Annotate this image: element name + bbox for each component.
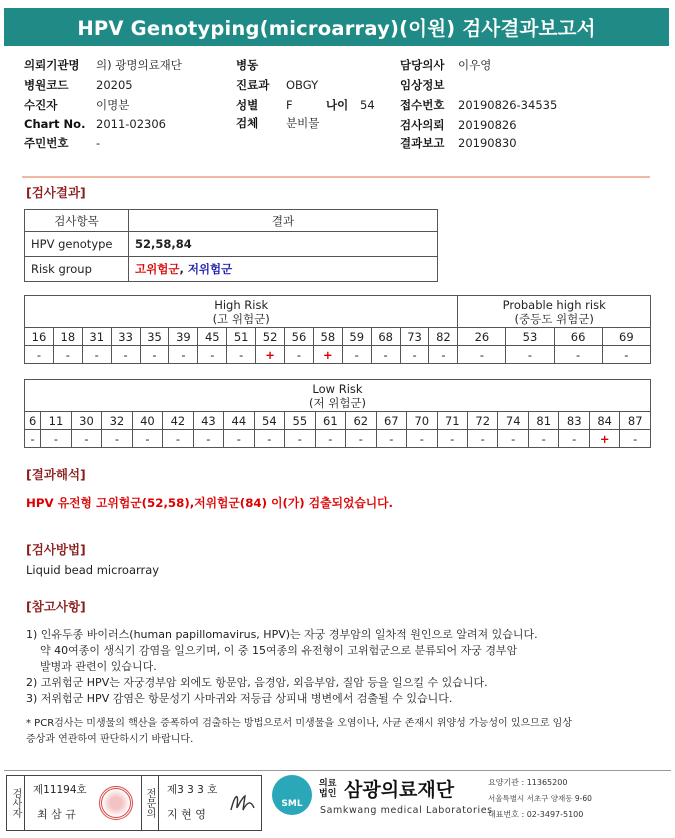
- header-item: 검사항목: [25, 210, 129, 232]
- info-patient: [24, 97, 129, 113]
- hcode-value: 20205: [96, 78, 133, 92]
- info-dept: [236, 77, 318, 93]
- genotype-result-cell: -: [285, 346, 314, 364]
- info-chart: [24, 117, 166, 131]
- info-hospital: [24, 57, 182, 73]
- age-label: 나이: [326, 98, 349, 112]
- genotype-result-cell: -: [559, 430, 589, 448]
- genotype-cell: 44: [224, 412, 254, 430]
- specialist-label: 전문의: [141, 776, 159, 830]
- org-prefix-top: 의료: [319, 779, 337, 789]
- reference-line-1c: 발병과 관련이 있습니다.: [40, 660, 157, 673]
- row-item-risk: Risk group: [25, 257, 129, 282]
- section-divider: [22, 176, 650, 178]
- genotype-cell: 51: [227, 328, 256, 346]
- info-hcode: [24, 77, 133, 93]
- genotype-result-cell: -: [554, 346, 602, 364]
- genotype-result-cell: -: [132, 430, 162, 448]
- row-result-risk: [129, 257, 438, 282]
- dept-label: 진료과: [236, 78, 270, 92]
- genotype-result-cell: -: [163, 430, 193, 448]
- genotype-result-cell: -: [315, 430, 345, 448]
- genotype-result-cell: -: [602, 346, 650, 364]
- low-risk-subtitle: (저 위험군): [308, 395, 367, 410]
- low-risk-title: Low Risk: [312, 381, 363, 396]
- probable-risk-header: [458, 296, 651, 328]
- genotype-result-cell: -: [437, 430, 467, 448]
- method-text: Liquid bead microarray: [26, 563, 160, 577]
- genotype-result-cell: -: [468, 430, 498, 448]
- genotype-result-cell: -: [342, 346, 371, 364]
- info-age: [326, 97, 375, 113]
- specimen-label: 검체: [236, 116, 259, 130]
- genotype-cell: 30: [71, 412, 101, 430]
- risk-header-row: [25, 380, 651, 412]
- high-risk-results-row: [25, 346, 651, 364]
- specialist-name: 지 현 영: [167, 808, 206, 821]
- info-sex: [236, 97, 293, 113]
- signature-icon: [227, 788, 257, 816]
- genotype-cell: 61: [315, 412, 345, 430]
- genotype-result-cell: -: [82, 346, 111, 364]
- report-label: 결과보고: [400, 136, 445, 150]
- genotype-cell: 69: [602, 328, 650, 346]
- genotype-result-cell: -: [506, 346, 554, 364]
- genotype-cell: 54: [254, 412, 284, 430]
- genotype-result-cell: +: [589, 430, 619, 448]
- specimen-value: 분비물: [286, 116, 320, 130]
- genotype-cell: 39: [169, 328, 198, 346]
- high-risk-types-row: [25, 328, 651, 346]
- genotype-result-cell: -: [53, 346, 82, 364]
- genotype-cell: 71: [437, 412, 467, 430]
- genotype-result-cell: -: [71, 430, 101, 448]
- genotype-result-cell: -: [528, 430, 558, 448]
- genotype-result-cell: -: [227, 346, 256, 364]
- high-risk-header: [25, 296, 458, 328]
- risk-header-row: [25, 296, 651, 328]
- report-value: 20190830: [458, 136, 517, 150]
- reference-note-1: * PCR검사는 미생물의 핵산을 증폭하여 검출하는 방법으로서 미생물을 오염이나, 사균 존재시 위양성 가능성이 있으므로 임상: [26, 718, 572, 729]
- genotype-cell: 62: [346, 412, 376, 430]
- genotype-cell: 42: [163, 412, 193, 430]
- genotype-result-cell: -: [458, 346, 506, 364]
- genotype-cell: 67: [376, 412, 406, 430]
- info-specimen: [236, 115, 319, 131]
- genotype-result-cell: -: [140, 346, 169, 364]
- genotype-result-cell: -: [41, 430, 71, 448]
- results-table: [24, 209, 438, 282]
- info-accession: [400, 97, 557, 113]
- genotype-cell: 68: [371, 328, 400, 346]
- genotype-cell: 32: [102, 412, 132, 430]
- genotype-result-cell: -: [371, 346, 400, 364]
- genotype-cell: 53: [506, 328, 554, 346]
- low-risk-types-row: [25, 412, 651, 430]
- genotype-result-cell: -: [25, 430, 41, 448]
- genotype-cell: 33: [111, 328, 140, 346]
- genotype-result-cell: -: [111, 346, 140, 364]
- genotype-result-cell: -: [198, 346, 227, 364]
- low-risk-genotype-table: [24, 379, 651, 448]
- genotype-result-cell: -: [285, 430, 315, 448]
- genotype-cell: 40: [132, 412, 162, 430]
- info-clinical: [400, 77, 444, 93]
- genotype-cell: 84: [589, 412, 619, 430]
- chart-label: Chart No.: [24, 117, 86, 131]
- genotype-result-cell: +: [256, 346, 285, 364]
- genotype-result-cell: -: [169, 346, 198, 364]
- high-risk-genotype-table: [24, 295, 651, 364]
- doctor-value: 이우영: [458, 58, 492, 72]
- genotype-cell: 87: [620, 412, 651, 430]
- low-risk-results-row: [25, 430, 651, 448]
- genotype-cell: 18: [53, 328, 82, 346]
- risk-low: 저위험군: [187, 262, 233, 276]
- genotype-result-cell: -: [25, 346, 54, 364]
- genotype-cell: 81: [528, 412, 558, 430]
- genotype-cell: 52: [256, 328, 285, 346]
- probable-risk-subtitle: (중등도 위험군): [514, 311, 594, 326]
- high-risk-title: High Risk: [214, 297, 269, 312]
- genotype-result-cell: -: [498, 430, 528, 448]
- address: 서울특별시 서초구 양재동 9-60: [488, 794, 592, 803]
- request-label: 검사의뢰: [400, 118, 445, 132]
- sex-label: 성별: [236, 98, 259, 112]
- genotype-result-cell: +: [313, 346, 342, 364]
- examiner-label: 검사자: [7, 776, 25, 830]
- org-name: 삼광의료재단: [344, 779, 455, 801]
- genotype-cell: 26: [458, 328, 506, 346]
- genotype-result-cell: -: [376, 430, 406, 448]
- report-title: HPV Genotyping(microarray)(이원) 검사결과보고서: [4, 8, 669, 46]
- hospital-label: 의뢰기관명: [24, 58, 80, 72]
- genotype-cell: 6: [25, 412, 41, 430]
- genotype-result-cell: -: [193, 430, 223, 448]
- genotype-cell: 82: [429, 328, 458, 346]
- chart-value: 2011-02306: [96, 117, 166, 131]
- reference-line-1: 1) 인유두종 바이러스(human papillomavirus, HPV)는 자궁 경부암의 일차적 원인으로 알려져 있습니다.: [26, 628, 538, 641]
- examiner-box: [6, 775, 262, 831]
- info-ward: [236, 57, 258, 73]
- risk-high: 고위험군: [135, 262, 180, 276]
- reference-note-2: 증상과 연관하여 판단하시기 바랍니다.: [26, 734, 194, 745]
- dept-value: OBGY: [286, 78, 319, 92]
- method-section-title: [검사방법]: [26, 542, 86, 557]
- info-request: [400, 117, 517, 133]
- info-doctor: [400, 57, 491, 73]
- genotype-cell: 74: [498, 412, 528, 430]
- doctor-label: 담당의사: [400, 58, 445, 72]
- hcode-label: 병원코드: [24, 78, 69, 92]
- phone: 대표번호 : 02-3497-5100: [488, 810, 584, 819]
- genotype-result-cell: -: [429, 346, 458, 364]
- genotype-cell: 73: [400, 328, 429, 346]
- low-risk-header: [25, 380, 651, 412]
- reference-line-2: 2) 고위험군 HPV는 자궁경부암 외에도 항문암, 음경암, 외음부암, 질암 등을 일으킬 수 있습니다.: [26, 676, 488, 689]
- accession-value: 20190826-34535: [458, 98, 558, 112]
- info-ssn: [24, 135, 100, 151]
- risk-separator: ,: [179, 262, 188, 276]
- info-report: [400, 135, 517, 151]
- genotype-cell: 58: [313, 328, 342, 346]
- org-english: Samkwang medical Laboratories: [320, 805, 493, 816]
- results-section-title: [검사결과]: [26, 185, 86, 200]
- genotype-result-cell: -: [400, 346, 429, 364]
- clinical-label: 임상정보: [400, 78, 445, 92]
- genotype-cell: 83: [559, 412, 589, 430]
- examiner-seal-icon: [99, 786, 133, 820]
- genotype-cell: 35: [140, 328, 169, 346]
- genotype-cell: 43: [193, 412, 223, 430]
- high-risk-subtitle: (고 위험군): [212, 311, 270, 326]
- genotype-cell: 31: [82, 328, 111, 346]
- logo-text: SML: [281, 799, 303, 809]
- row-item-genotype: HPV genotype: [25, 232, 129, 257]
- genotype-result-cell: -: [620, 430, 651, 448]
- ssn-label: 주민번호: [24, 136, 69, 150]
- ssn-value: -: [96, 136, 101, 150]
- examiner-name: 최 삼 규: [37, 808, 76, 821]
- row-result-genotype: 52,58,84: [129, 232, 438, 257]
- org-prefix: [319, 779, 336, 799]
- probable-risk-title: Probable high risk: [502, 297, 606, 312]
- ward-label: 병동: [236, 58, 259, 72]
- org-prefix-bottom: 법인: [319, 789, 337, 799]
- genotype-result-cell: -: [254, 430, 284, 448]
- genotype-cell: 16: [25, 328, 54, 346]
- age-value: 54: [360, 98, 375, 112]
- report-footer: [4, 770, 671, 832]
- hospital-value: 의) 광명의료재단: [96, 58, 182, 72]
- genotype-cell: 45: [198, 328, 227, 346]
- request-value: 20190826: [458, 118, 517, 132]
- genotype-cell: 66: [554, 328, 602, 346]
- agency-no: 요양기관 : 11365200: [488, 778, 568, 787]
- patient-label: 수진자: [24, 98, 58, 112]
- genotype-result-cell: -: [102, 430, 132, 448]
- examiner-no: 제11194호: [33, 784, 87, 796]
- genotype-cell: 59: [342, 328, 371, 346]
- reference-line-1b: 약 40여종이 생식기 감염을 일으키며, 이 중 15여종의 유전형이 고위험군으로 분류되어 자궁 경부암: [40, 644, 518, 657]
- header-result: 결과: [129, 210, 438, 232]
- genotype-result-cell: -: [346, 430, 376, 448]
- results-header-row: [25, 210, 438, 232]
- genotype-cell: 55: [285, 412, 315, 430]
- table-row: [25, 257, 438, 282]
- genotype-result-cell: -: [224, 430, 254, 448]
- genotype-cell: 70: [407, 412, 437, 430]
- sml-logo-icon: [272, 775, 312, 815]
- sex-value: F: [286, 98, 293, 112]
- genotype-cell: 56: [285, 328, 314, 346]
- interpretation-text: HPV 유전형 고위험군(52,58),저위험군(84) 이(가) 검출되었습니다.: [26, 496, 394, 510]
- genotype-result-cell: -: [407, 430, 437, 448]
- genotype-cell: 11: [41, 412, 71, 430]
- patient-value: 이명분: [96, 98, 130, 112]
- genotype-cell: 72: [468, 412, 498, 430]
- reference-section-title: [참고사항]: [26, 599, 86, 614]
- interpretation-section-title: [결과해석]: [26, 467, 86, 482]
- accession-label: 접수번호: [400, 98, 445, 112]
- specialist-no: 제3 3 3 호: [167, 784, 218, 796]
- table-row: [25, 232, 438, 257]
- reference-line-3: 3) 저위험군 HPV 감염은 항문성기 사마귀와 저등급 상피내 병변에서 검출될 수 있습니다.: [26, 692, 453, 705]
